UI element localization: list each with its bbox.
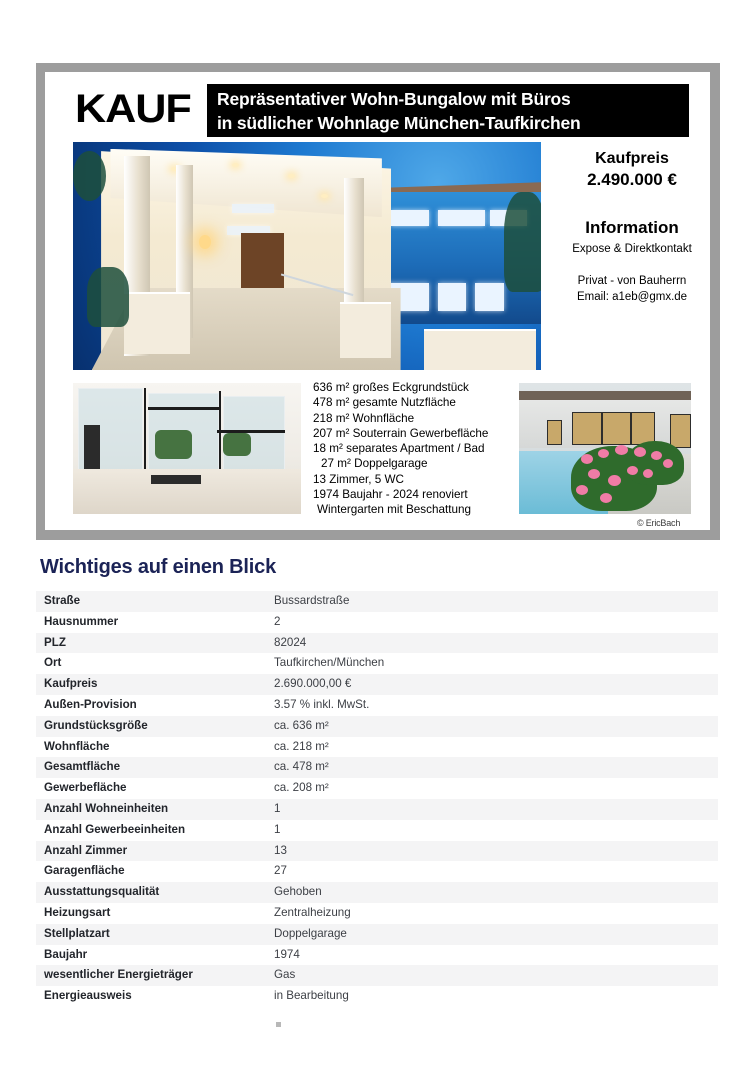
row-value: Bussardstraße [274,594,350,607]
hero-parapet [340,302,391,359]
row-value: 13 [274,843,287,857]
fact-item: 27 m² Doppelgarage [321,457,428,471]
fact-item: 13 Zimmer, 5 WC [313,472,404,486]
rose-blossom [627,466,638,475]
row-value: 27 [274,864,287,878]
row-value: 82024 [274,635,307,649]
row-value: Zentralheizung [274,905,351,919]
table-row [36,861,718,882]
flyer-info-column [561,148,703,305]
row-label: Außen-Provision [44,697,137,711]
hero-downlight [232,163,239,167]
row-value: ca. 478 m² [274,760,329,774]
row-label: Ort [44,656,62,670]
fact-item: Wintergarten mit Beschattung [317,503,471,517]
table-row [36,757,718,778]
row-label: Anzahl Zimmer [44,843,128,857]
row-label: Grundstücksgröße [44,718,148,732]
table-row [36,965,718,986]
pool-window [547,420,563,446]
row-label: Gewerbefläche [44,781,127,795]
flyer-canvas [45,72,710,530]
table-row [36,633,718,654]
fact-item: 1974 Baujahr - 2024 renoviert [313,488,468,502]
kauf-badge: KAUF [75,87,191,131]
table-row [36,737,718,758]
row-label: Gesamtfläche [44,760,121,774]
row-label: Stellplatzart [44,926,110,940]
rose-bush [626,441,684,486]
row-value: 1 [274,822,281,836]
row-label: wesentlicher Energieträger [44,968,193,982]
hero-window [438,283,466,310]
row-value: ca. 636 m² [274,718,329,732]
row-value: Gas [274,968,296,982]
rose-blossom [598,449,609,458]
scan-artifact [276,1022,281,1027]
row-value: 2 [274,614,281,628]
table-row [36,674,718,695]
price-label: Kaufpreis [595,150,669,167]
hero-parapet [424,329,536,370]
table-row [36,882,718,903]
row-value: Doppelgarage [274,926,347,940]
hero-shrub [73,151,106,201]
information-subtitle: Expose & Direktkontakt [572,243,692,255]
row-value: Gehoben [274,885,322,899]
interior-photo [73,383,301,514]
hero-skylight [232,204,274,213]
fact-item: 18 m² separates Apartment / Bad [313,442,485,456]
hero-entrance-door [241,233,283,288]
spec-table [36,591,718,1007]
row-label: Kaufpreis [44,677,98,691]
information-title: Information [585,218,679,237]
table-row [36,612,718,633]
hero-shrub [87,267,129,326]
table-row [36,945,718,966]
table-row [36,820,718,841]
row-label: PLZ [44,635,66,649]
rose-blossom [600,493,612,503]
copyright-notice: © EricBach [637,518,681,528]
table-row [36,653,718,674]
table-row [36,986,718,1007]
row-label: Anzahl Wohneinheiten [44,801,169,815]
hero-window [475,283,503,310]
interior-door-mat [151,475,201,484]
fact-item: 207 m² Souterrain Gewerbefläche [313,426,489,440]
price-value: 2.490.000 € [587,170,677,189]
spec-table-body [36,591,718,1007]
interior-dark-door [84,425,100,475]
hero-parapet [124,292,190,353]
row-value: 3.57 % inkl. MwSt. [274,697,370,711]
row-value: 1 [274,801,281,815]
section-title: Wichtiges auf einen Blick [40,556,276,578]
facts-list [313,380,518,518]
flyer-header [45,84,710,136]
row-label: Ausstattungsqualität [44,885,160,899]
table-row [36,695,718,716]
pool-roof-band [519,391,691,400]
table-row [36,716,718,737]
hero-window [438,210,485,226]
hero-photo [73,142,541,370]
contact-email: Email: a1eb@gmx.de [576,291,688,303]
pool-glass-door [602,412,632,445]
interior-foliage [155,430,191,459]
flyer-title-line-1: Repräsentativer Wohn-Bungalow mit Büros [217,89,571,109]
contact-block [561,273,703,305]
contact-owner: Privat - von Bauherrn [577,275,687,287]
table-row [36,778,718,799]
pool-glass-door [572,412,602,445]
pool-photo [519,383,691,514]
rose-blossom [615,445,628,455]
row-value: 2.690.000,00 € [274,677,352,691]
table-row [36,799,718,820]
row-value: ca. 208 m² [274,781,329,795]
row-label: Heizungsart [44,905,111,919]
key-facts-section [36,556,720,1007]
hero-window [391,210,428,226]
row-label: Garagenfläche [44,864,125,878]
table-row [36,924,718,945]
row-label: Baujahr [44,947,88,961]
interior-foliage [223,433,250,457]
row-value: Taufkirchen/München [274,656,385,670]
hero-shrub [504,192,541,292]
interior-mullion [148,407,219,410]
fact-item: 478 m² gesamte Nutzfläche [313,396,456,410]
flyer-title-line-2: in südlicher Wohnlage München-Taufkirchen [217,113,581,133]
flyer-title-banner [207,84,689,137]
row-value: in Bearbeitung [274,989,349,1003]
row-label: Wohnfläche [44,739,110,753]
fact-item: 218 m² Wohnfläche [313,411,415,425]
row-value: 1974 [274,947,300,961]
table-row [36,841,718,862]
expose-flyer [36,63,720,540]
pool-window [670,414,691,447]
row-value: ca. 218 m² [274,739,329,753]
rose-blossom [576,485,588,495]
row-label: Hausnummer [44,614,119,628]
row-label: Straße [44,594,81,607]
table-row [36,903,718,924]
row-label: Anzahl Gewerbeeinheiten [44,822,186,836]
fact-item: 636 m² großes Eckgrundstück [313,381,469,394]
rose-blossom [581,454,593,464]
table-row [36,591,718,612]
row-label: Energieausweis [44,989,132,1003]
